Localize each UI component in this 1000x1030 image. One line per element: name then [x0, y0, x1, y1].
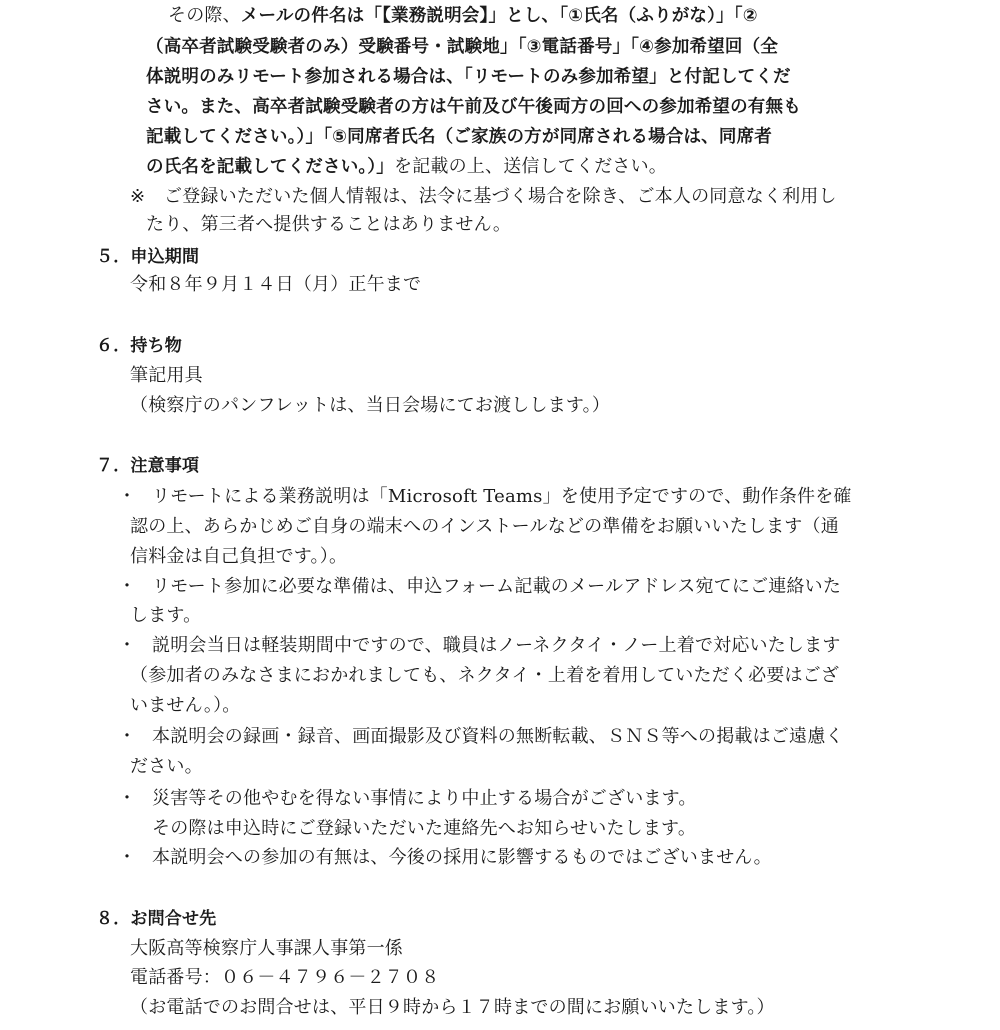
section-7-item-5-line-2: その際は申込時にご登録いただいた連絡先へお知らせいたします。	[152, 818, 697, 839]
section-6-heading: ６．持ち物	[96, 336, 182, 356]
section-7-item-4-line-1	[118, 726, 844, 748]
bullet-mark: ・	[118, 576, 137, 597]
note-mark: ※	[130, 186, 146, 207]
section-8-heading: ８．お問合せ先	[96, 909, 217, 929]
section-6-line-1: 筆記用具	[130, 365, 203, 386]
section-7-item-3-line-3: いません。）。	[130, 695, 241, 716]
intro-line-2: （高卒者試験受験者のみ）受験番号・試験地」「③電話番号」「④参加希望回（全	[146, 37, 779, 57]
list-item: 説明会当日は軽装期間中ですので、職員はノーネクタイ・ノー上着で対応いたします	[152, 635, 841, 656]
intro-line-4: さい。また、高卒者試験受験者の方は午前及び午後両方の回への参加希望の有無も	[146, 97, 801, 117]
bullet-mark: ・	[118, 726, 137, 747]
section-5-body: 令和８年９月１４日（月）正午まで	[130, 274, 422, 295]
section-7-item-2-line-1	[118, 576, 841, 598]
section-7-heading: ７．注意事項	[96, 456, 200, 476]
privacy-note-line-1	[130, 186, 837, 208]
section-7-item-3-line-2: （参加者のみなさまにおかれましても、ネクタイ・上着を着用していただく必要はござ	[130, 665, 840, 686]
section-7-item-1-line-3: 信料金は自己負担です。）。	[130, 546, 348, 567]
section-7-item-2-line-2: します。	[130, 605, 202, 626]
section-7-item-6-line-1	[118, 847, 772, 869]
section-5-heading: ５．申込期間	[96, 247, 200, 267]
intro-line-1	[168, 5, 758, 27]
intro-line-5: 記載してください。）」「⑤同席者氏名（ご家族の方が同席される場合は、同席者	[146, 127, 772, 147]
section-8-line-3: （お電話でのお問合せは、平日９時から１７時までの間にお願いいたします。）	[130, 997, 775, 1018]
intro-line-6	[146, 156, 667, 178]
section-8-line-2: 電話番号：０６－４７９６－２７０８	[130, 967, 440, 988]
privacy-note-text-1: ご登録いただいた個人情報は、法令に基づく場合を除き、ご本人の同意なく利用し	[164, 186, 837, 207]
list-item: リモート参加に必要な準備は、申込フォーム記載のメールアドレス宛てにご連絡いた	[152, 576, 842, 597]
list-item: 災害等その他やむを得ない事情により中止する場合がございます。	[152, 788, 697, 809]
privacy-note-line-2: たり、第三者へ提供することはありません。	[146, 214, 512, 235]
list-item: 本説明会の録画・録音、画面撮影及び資料の無断転載、ＳＮＳ等への掲載はご遠慮く	[152, 726, 844, 747]
section-7-item-1-line-1	[118, 486, 852, 508]
intro-line-6-bold: の氏名を記載してください。）」	[146, 157, 394, 177]
intro-line-1-plain: その際、	[168, 5, 241, 26]
section-6-line-2: （検察庁のパンフレットは、当日会場にてお渡しします。）	[130, 395, 611, 416]
list-item: リモートによる業務説明は「Microsoft Teams」を使用予定ですので、動作条件を確	[152, 486, 852, 507]
section-7-item-4-line-2: ださい。	[130, 756, 203, 777]
intro-line-3: 体説明のみリモート参加される場合は、「リモートのみ参加希望」と付記してくだ	[146, 67, 791, 87]
section-7-item-5-line-1	[118, 788, 697, 810]
section-7-item-1-line-2: 認の上、あらかじめご自身の端末へのインストールなどの準備をお願いいたします（通	[130, 516, 839, 537]
list-item: 本説明会への参加の有無は、今後の採用に影響するものではございません。	[152, 847, 772, 868]
bullet-mark: ・	[118, 486, 137, 507]
intro-line-6-plain: を記載の上、送信してください。	[394, 156, 667, 177]
section-8-line-1: 大阪高等検察庁人事課人事第一係	[130, 938, 403, 959]
section-7-item-3-line-1	[118, 635, 841, 657]
bullet-mark: ・	[118, 847, 137, 868]
bullet-mark: ・	[118, 635, 137, 656]
intro-line-1-bold: メールの件名は「【業務説明会】」とし、「①氏名（ふりがな）」「②	[240, 6, 758, 26]
bullet-mark: ・	[118, 788, 137, 809]
